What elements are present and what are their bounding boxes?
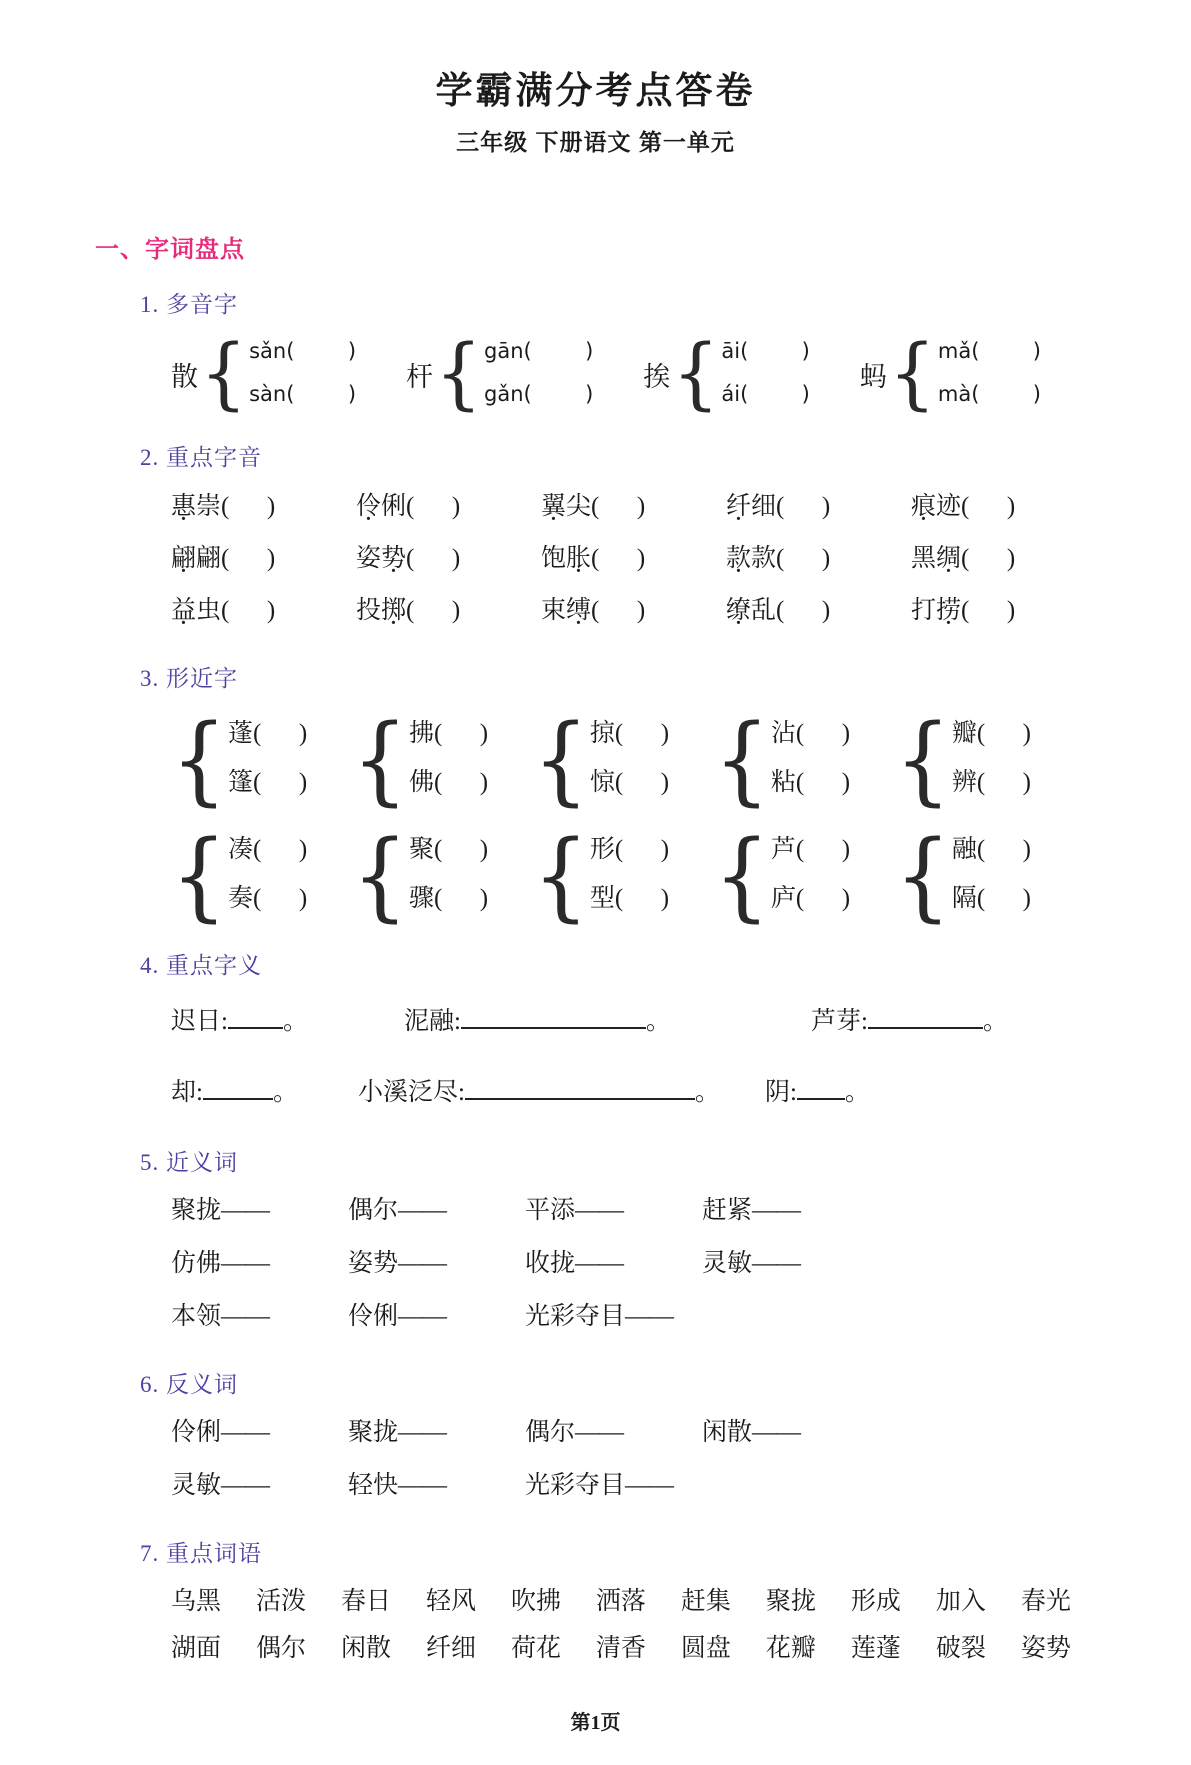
word-item (356, 482, 541, 534)
word-item (726, 534, 911, 586)
word-text: 洒落 (595, 1588, 646, 1616)
hanzi: 隔 (951, 885, 977, 913)
brace: { (200, 329, 248, 420)
subsection-heading-meanings: 4. 重点字义 (140, 953, 262, 979)
brace: { (532, 819, 589, 933)
period: 。 (282, 1008, 308, 1036)
key-word-row (171, 1578, 1071, 1625)
dash: —— (221, 1472, 270, 1500)
synonym-row (171, 1240, 1096, 1291)
word-text: 姿 (356, 545, 382, 573)
word-item (356, 586, 541, 638)
answer-blank: ( ) (795, 836, 851, 864)
dotted-char: 纤 (726, 493, 752, 521)
subsection-heading-polyphonic: 1. 多音字 (140, 292, 238, 318)
word-text: 光彩夺目 (525, 1303, 626, 1331)
antonym-item (525, 1409, 702, 1460)
similar-char-pair (894, 703, 1031, 817)
answer-blank: ( ) (971, 382, 1041, 407)
word-text: 偶尔 (525, 1419, 576, 1447)
polyphonic-item (405, 329, 594, 420)
brace: { (672, 329, 720, 420)
brace: { (351, 703, 408, 817)
hanzi: 型 (589, 885, 615, 913)
word-text: 赶紧 (702, 1197, 753, 1225)
word-text: 荷花 (510, 1635, 561, 1663)
synonym-item (702, 1187, 879, 1238)
word-text: 偶尔 (255, 1635, 306, 1663)
word-text: 细 (751, 493, 777, 521)
answer-blank: ( ) (433, 885, 489, 913)
dotted-char: 惠 (171, 493, 197, 521)
meaning-item (171, 1067, 298, 1122)
pinyin-reading: gǎn (484, 382, 524, 407)
similar-char-pair (532, 819, 670, 933)
answer-blank: ( ) (976, 885, 1031, 913)
word-item (541, 482, 726, 534)
dash: —— (575, 1419, 624, 1447)
hanzi: 粘 (770, 769, 796, 797)
answer-blank: ( ) (614, 836, 670, 864)
dotted-char: 势 (381, 545, 407, 573)
dotted-char: 痕 (911, 493, 937, 521)
word-text: 款 (751, 545, 777, 573)
answer-blank: ( ) (433, 836, 489, 864)
term: 小溪泛尽: (357, 1079, 465, 1107)
word-text: 聚拢 (348, 1419, 399, 1447)
period: 。 (982, 1008, 1008, 1036)
word-text: 乱 (751, 597, 777, 625)
answer-blank-line (228, 1011, 283, 1029)
answer-blank: ( ) (795, 769, 851, 797)
meaning-item (765, 1067, 870, 1122)
hanzi: 庐 (770, 885, 796, 913)
synonym-item (171, 1240, 348, 1291)
answer-blank: ( ) (433, 720, 489, 748)
word-text: 闲散 (702, 1419, 753, 1447)
dash: —— (398, 1250, 447, 1278)
period: 。 (694, 1079, 720, 1107)
synonym-item (525, 1240, 702, 1291)
similar-char-pair (171, 819, 308, 933)
brace: { (713, 703, 770, 817)
word-text: 饱 (541, 545, 567, 573)
pronunciation-row (171, 534, 1096, 586)
synonym-item (525, 1187, 702, 1238)
similar-char-pair (713, 819, 851, 933)
word-text: 轻快 (348, 1472, 399, 1500)
dash: —— (625, 1472, 674, 1500)
word-text: 收拢 (525, 1250, 576, 1278)
dotted-char: 胀 (566, 545, 592, 573)
word-item (171, 586, 356, 638)
antonym-item (525, 1462, 673, 1513)
answer-blank: ( ) (406, 493, 461, 521)
antonym-item (702, 1409, 879, 1460)
antonym-row (171, 1409, 1096, 1460)
dash: —— (575, 1250, 624, 1278)
page-number: 第1页 (570, 1712, 621, 1735)
dotted-char: 缚 (566, 597, 592, 625)
dash: —— (625, 1303, 674, 1331)
synonym-item (525, 1293, 673, 1344)
answer-blank: ( ) (976, 769, 1031, 797)
brace: { (894, 819, 951, 933)
word-text: 仿佛 (171, 1250, 222, 1278)
dash: —— (575, 1197, 624, 1225)
dash: —— (398, 1197, 447, 1225)
answer-blank: ( ) (776, 597, 831, 625)
period: 。 (645, 1008, 671, 1036)
dash: —— (398, 1419, 447, 1447)
synonym-item (171, 1293, 348, 1344)
subsection-heading-key-words: 7. 重点词语 (140, 1541, 262, 1567)
term: 阴: (764, 1079, 797, 1107)
page-subtitle: 三年级 下册语文 第一单元 (456, 129, 735, 156)
answer-blank: ( ) (614, 720, 670, 748)
hanzi: 挨 (643, 361, 671, 392)
dotted-char: 缭 (726, 597, 752, 625)
word-text: 翩 (196, 545, 222, 573)
word-text: 投 (356, 597, 382, 625)
answer-blank: ( ) (433, 769, 489, 797)
hanzi: 奏 (228, 885, 254, 913)
similar-char-row (171, 703, 1031, 817)
hanzi: 散 (171, 361, 198, 392)
word-text: 伶俐 (348, 1303, 399, 1331)
word-text: 春光 (1020, 1588, 1071, 1616)
answer-blank: ( ) (523, 382, 594, 407)
hanzi: 蚂 (859, 361, 887, 392)
word-text: 束 (541, 597, 567, 625)
dash: —— (221, 1303, 270, 1331)
antonym-item (348, 1462, 525, 1513)
subsection-heading-similar-chars: 3. 形近字 (140, 666, 238, 692)
answer-blank: ( ) (253, 836, 308, 864)
word-item (911, 586, 1096, 638)
answer-blank: ( ) (591, 493, 646, 521)
hanzi: 骤 (408, 885, 434, 913)
meaning-item (358, 1067, 720, 1122)
word-text: 姿势 (1020, 1635, 1071, 1663)
similar-char-pair (351, 703, 489, 817)
answer-blank: ( ) (591, 545, 646, 573)
dotted-char: 益 (171, 597, 197, 625)
word-text: 加入 (935, 1588, 986, 1616)
word-text: 虫 (196, 597, 222, 625)
period: 。 (272, 1079, 298, 1107)
subsection-heading-antonyms: 6. 反义词 (140, 1372, 238, 1398)
answer-blank: ( ) (961, 493, 1016, 521)
hanzi: 瓣 (951, 720, 977, 748)
answer-blank: ( ) (795, 885, 851, 913)
hanzi: 辨 (951, 769, 977, 797)
answer-blank-line (461, 1011, 646, 1029)
word-item (171, 482, 356, 534)
hanzi: 佛 (408, 769, 434, 797)
word-text: 活泼 (255, 1588, 306, 1616)
answer-blank: ( ) (776, 493, 831, 521)
answer-blank: ( ) (776, 545, 831, 573)
word-text: 尖 (566, 493, 592, 521)
answer-blank: ( ) (253, 885, 308, 913)
dotted-char: 翩 (171, 545, 197, 573)
answer-blank-line (797, 1082, 845, 1100)
answer-blank: ( ) (961, 597, 1016, 625)
dash: —— (221, 1250, 270, 1278)
dotted-char: 绸 (936, 545, 962, 573)
antonym-item (171, 1409, 348, 1460)
word-text: 灵敏 (171, 1472, 222, 1500)
word-text: 破裂 (935, 1635, 986, 1663)
similar-char-pair (894, 819, 1031, 933)
hanzi: 聚 (408, 836, 434, 864)
pinyin-reading: mǎ (937, 339, 972, 364)
synonym-item (702, 1240, 879, 1291)
hanzi: 掠 (589, 720, 615, 748)
similar-char-row (171, 819, 1031, 933)
word-text: 灵敏 (702, 1250, 753, 1278)
brace: { (171, 819, 227, 933)
antonym-item (348, 1409, 525, 1460)
synonym-item (171, 1187, 348, 1238)
polyphonic-item (859, 329, 1041, 420)
dotted-char: 款 (726, 545, 752, 573)
dotted-char: 掷 (381, 597, 407, 625)
dash: —— (398, 1303, 447, 1331)
word-text: 聚拢 (765, 1588, 816, 1616)
answer-blank: ( ) (523, 339, 594, 364)
word-text: 崇 (196, 493, 222, 521)
answer-blank-line (868, 1011, 983, 1029)
dash: —— (752, 1419, 801, 1447)
similar-char-pair (351, 819, 489, 933)
answer-blank: ( ) (253, 769, 308, 797)
word-text: 光彩夺目 (525, 1472, 626, 1500)
hanzi: 蓬 (228, 720, 254, 748)
hanzi: 篷 (228, 769, 254, 797)
term: 芦芽: (810, 1008, 868, 1036)
word-text: 黑 (911, 545, 937, 573)
pronunciation-row (171, 482, 1096, 534)
word-item (911, 482, 1096, 534)
word-text: 赶集 (680, 1588, 731, 1616)
word-text: 姿势 (348, 1250, 399, 1278)
word-text: 花瓣 (765, 1635, 816, 1663)
polyphonic-item (171, 329, 357, 420)
polyphonic-row (171, 329, 1041, 420)
brace: { (894, 703, 951, 817)
brace: { (532, 703, 589, 817)
brace: { (351, 819, 408, 933)
word-text: 湖面 (171, 1635, 222, 1663)
meaning-row (171, 1067, 1096, 1122)
pinyin-reading: gān (484, 339, 524, 364)
answer-blank: ( ) (286, 339, 357, 364)
meaning-row (171, 996, 1096, 1051)
brace: { (888, 329, 936, 420)
word-text: 闲散 (340, 1635, 391, 1663)
term: 迟日: (171, 1008, 228, 1036)
dash: —— (221, 1419, 270, 1447)
answer-blank: ( ) (221, 493, 276, 521)
answer-blank: ( ) (406, 545, 461, 573)
word-item (541, 586, 726, 638)
answer-blank-line (465, 1082, 695, 1100)
pronunciation-row (171, 586, 1096, 638)
answer-blank: ( ) (591, 597, 646, 625)
meaning-item (171, 996, 308, 1051)
pinyin-reading: mà (937, 382, 972, 407)
dash: —— (221, 1197, 270, 1225)
section-heading: 一、字词盘点 (95, 236, 245, 264)
brace: { (171, 703, 227, 817)
word-text: 清香 (595, 1635, 646, 1663)
word-text: 纤细 (425, 1635, 476, 1663)
answer-blank: ( ) (740, 339, 810, 364)
word-text: 乌黑 (171, 1588, 222, 1616)
meaning-item (404, 996, 671, 1051)
dash: —— (752, 1197, 801, 1225)
word-text: 轻风 (425, 1588, 476, 1616)
word-text: 平添 (525, 1197, 576, 1225)
answer-blank: ( ) (971, 339, 1041, 364)
key-word-row (171, 1625, 1071, 1672)
hanzi: 形 (589, 836, 615, 864)
pinyin-reading: sǎn (249, 339, 287, 364)
antonym-item (171, 1462, 348, 1513)
subsection-heading-synonyms: 5. 近义词 (140, 1150, 238, 1176)
word-item (171, 534, 356, 586)
dash: —— (398, 1472, 447, 1500)
word-text: 春日 (340, 1588, 391, 1616)
word-text: 聚拢 (171, 1197, 222, 1225)
synonym-item (348, 1293, 525, 1344)
synonym-item (348, 1187, 525, 1238)
hanzi: 融 (951, 836, 977, 864)
word-item (726, 482, 911, 534)
word-item (356, 534, 541, 586)
answer-blank: ( ) (614, 885, 670, 913)
word-text: 伶俐 (171, 1419, 222, 1447)
answer-blank: ( ) (221, 545, 276, 573)
similar-char-pair (532, 703, 670, 817)
answer-blank: ( ) (795, 720, 851, 748)
word-item (541, 534, 726, 586)
word-text: 吹拂 (510, 1588, 561, 1616)
answer-blank: ( ) (614, 769, 670, 797)
similar-char-pair (713, 703, 851, 817)
word-item (726, 586, 911, 638)
hanzi: 凑 (228, 836, 254, 864)
word-text: 俐 (381, 493, 407, 521)
answer-blank: ( ) (976, 720, 1031, 748)
hanzi: 惊 (589, 769, 615, 797)
meaning-item (811, 996, 1008, 1051)
hanzi: 杆 (405, 361, 433, 392)
subsection-heading-pronunciation: 2. 重点字音 (140, 445, 262, 471)
word-text: 莲蓬 (850, 1635, 901, 1663)
synonym-row (171, 1293, 1096, 1344)
word-text: 本领 (171, 1303, 222, 1331)
antonym-row (171, 1462, 1096, 1513)
dash: —— (752, 1250, 801, 1278)
answer-blank-line (203, 1082, 273, 1100)
brace: { (434, 329, 483, 420)
term: 泥融: (403, 1008, 461, 1036)
brace: { (713, 819, 770, 933)
word-text: 偶尔 (348, 1197, 399, 1225)
pinyin-reading: ái (721, 382, 741, 407)
pinyin-reading: āi (721, 339, 741, 364)
answer-blank: ( ) (406, 597, 461, 625)
hanzi: 拂 (408, 720, 434, 748)
period: 。 (844, 1079, 870, 1107)
answer-blank: ( ) (253, 720, 308, 748)
pinyin-reading: sàn (249, 382, 287, 407)
word-text: 圆盘 (680, 1635, 731, 1663)
word-text: 打 (911, 597, 937, 625)
hanzi: 芦 (770, 836, 796, 864)
answer-blank: ( ) (286, 382, 357, 407)
word-text: 迹 (936, 493, 962, 521)
answer-blank: ( ) (976, 836, 1031, 864)
page-title: 学霸满分考点答卷 (435, 71, 756, 112)
word-item (911, 534, 1096, 586)
synonym-item (348, 1240, 525, 1291)
dotted-char: 伶 (356, 493, 382, 521)
polyphonic-item (643, 329, 810, 420)
dotted-char: 捞 (936, 597, 962, 625)
answer-blank: ( ) (740, 382, 810, 407)
similar-char-pair (171, 703, 308, 817)
answer-blank: ( ) (221, 597, 276, 625)
synonym-row (171, 1187, 1096, 1238)
dotted-char: 翼 (541, 493, 567, 521)
hanzi: 沾 (770, 720, 796, 748)
word-text: 形成 (850, 1588, 901, 1616)
term: 却: (171, 1079, 203, 1107)
answer-blank: ( ) (961, 545, 1016, 573)
